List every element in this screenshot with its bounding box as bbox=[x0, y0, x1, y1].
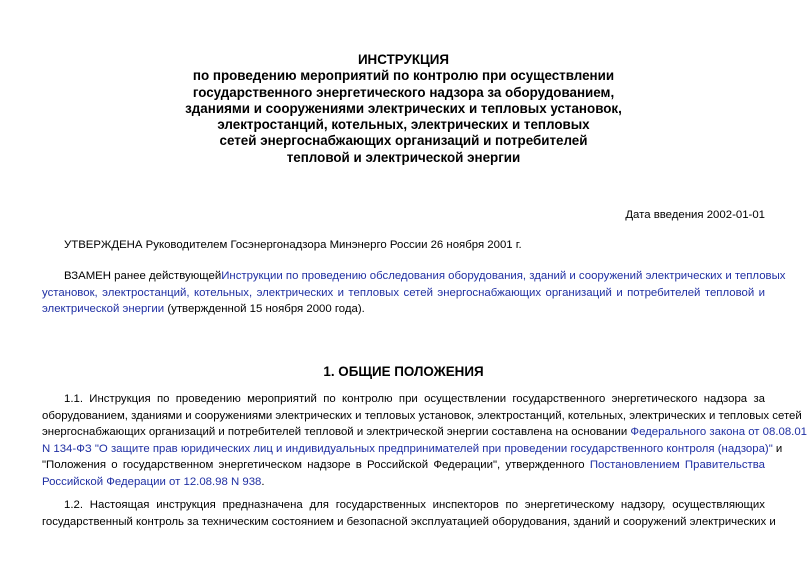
replaces-date-text: (утвержденной 15 ноября 2000 года). bbox=[164, 303, 365, 315]
superseded-instruction-link[interactable]: Инструкции по проведению обследования оборудования, зданий и сооружений электрических и тепловых bbox=[221, 270, 786, 282]
title-line: сетей энергоснабжающих организаций и потребителей bbox=[219, 133, 588, 149]
paragraph-text: . bbox=[261, 475, 265, 488]
paragraph-text: энергоснабжающих организаций и потребителей тепловой и электрической энергии составлена на основании bbox=[42, 426, 631, 438]
paragraph-line: оборудованием, зданиями и сооружениями электрических и тепловых установок, электростанций, котельных, электрических и тепловых сетей bbox=[42, 409, 802, 422]
paragraph-text: и bbox=[772, 442, 783, 455]
paragraph-1-1 bbox=[42, 391, 807, 490]
superseded-instruction-link[interactable]: установок, электростанций, котельных, электрических и тепловых сетей энергоснабжающих организаций и потребителей тепловой и bbox=[42, 286, 765, 299]
replaces-line bbox=[42, 301, 765, 318]
government-decree-link[interactable]: Постановлением Правительства bbox=[589, 459, 765, 471]
title-line: зданиями и сооружениями электрических и тепловых установок, bbox=[185, 100, 622, 116]
paragraph-line: 1.1. Инструкция по проведению мероприятий по контролю при осуществлении государственного энергетического надзора за bbox=[64, 393, 765, 405]
paragraph-text: "Положения о государственном энергетическом надзоре в Российской Федерации", утвержденного bbox=[42, 459, 590, 471]
replaces-line bbox=[42, 285, 765, 302]
federal-law-link[interactable]: Федерального закона от 08.08.01 bbox=[630, 426, 807, 438]
superseded-instruction-link[interactable]: электрической энергии bbox=[42, 303, 165, 315]
replaces-line bbox=[42, 268, 786, 285]
paragraph-1-2 bbox=[42, 497, 776, 530]
approved-statement bbox=[42, 237, 765, 254]
approved-text: УТВЕРЖДЕНА Руководителем Госэнергонадзора Минэнерго России 26 ноября 2001 г. bbox=[64, 239, 522, 251]
date-introduced: Дата введения 2002-01-01 bbox=[625, 209, 765, 221]
replaces-paragraph bbox=[42, 268, 786, 318]
section-heading: 1. ОБЩИЕ ПОЛОЖЕНИЯ bbox=[323, 364, 484, 379]
federal-law-link[interactable]: N 134-ФЗ "О защите прав юридических лиц и индивидуальных предпринимателей при проведении государственного контроля (надзора)" bbox=[42, 442, 773, 455]
title-line: государственного энергетического надзора за оборудованием, bbox=[192, 84, 615, 100]
paragraph-line bbox=[42, 457, 765, 474]
paragraph-line: 1.2. Настоящая инструкция предназначена для государственных инспекторов по энергетическому надзору, осуществляющих bbox=[64, 499, 765, 511]
title-line: электростанций, котельных, электрических и тепловых bbox=[217, 117, 590, 133]
title-line: по проведению мероприятий по контролю при осуществлении bbox=[192, 68, 615, 84]
paragraph-line bbox=[42, 441, 783, 458]
title-line: ИНСТРУКЦИЯ bbox=[357, 52, 450, 67]
document-title bbox=[0, 52, 807, 166]
title-line: тепловой и электрической энергии bbox=[286, 149, 521, 165]
replaces-text: ВЗАМЕН ранее действующей bbox=[64, 270, 222, 282]
paragraph-line: государственный контроль за техническим состоянием и безопасной эксплуатацией оборудования, зданий и сооружений электрических и bbox=[42, 515, 776, 528]
paragraph-line bbox=[42, 424, 807, 441]
government-decree-link[interactable]: Российской Федерации от 12.08.98 N 938 bbox=[42, 475, 262, 488]
paragraph-line bbox=[42, 474, 765, 491]
